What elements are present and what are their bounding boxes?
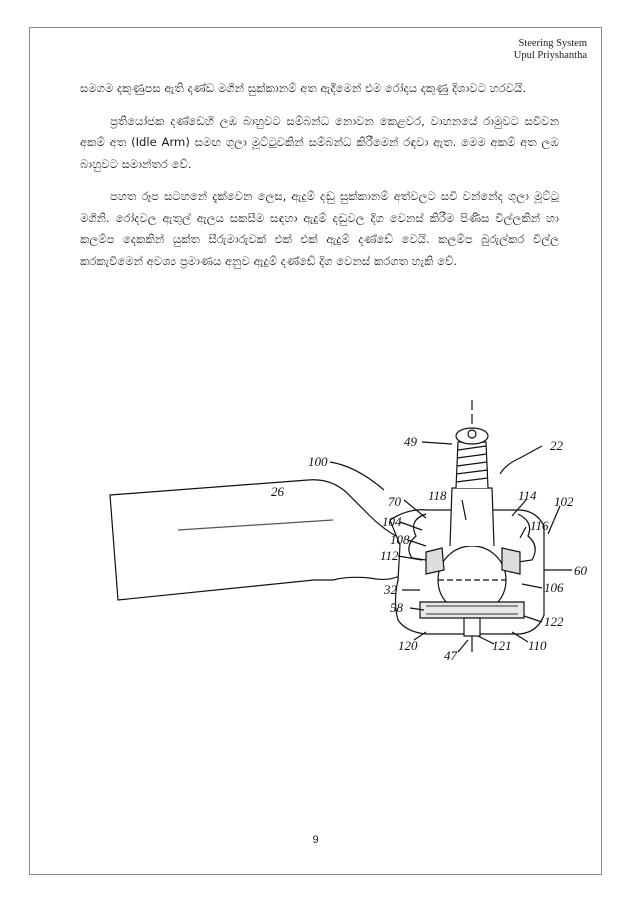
label-108: 108 bbox=[390, 532, 410, 547]
paragraph: පහත රූප සටහනේ දැක්වෙන ලෙස, ඇදුම් දඬු සුක්කානම් අත්වලට සවි වන්නේද ගුලා මූට්ටු මගිනි. රෝදවල ඇතුල් ඇලය සකසීම සඳහා ඇදුම් දඬුවල දිග වෙනස් කිරීම පිණිස විල්ලකින් හා කලම්ප දෙකකින් යුක්ත සීරුමාරුවක් එක් එක් ඇදුම් දණ්ඩේ වෙයි. කලම්ප බුරුල්කර විල්ල කරකැවීමෙන් අවශ්‍ය ප්‍රමාණය අනුව ඇදුම් දණ්ඩේ දිග වෙනස් කරගත හැකි වේ. bbox=[80, 189, 559, 268]
label-70: 70 bbox=[388, 494, 401, 509]
document-page bbox=[29, 27, 602, 875]
grease-plug bbox=[464, 618, 480, 636]
label-112: 112 bbox=[380, 548, 399, 563]
label-120: 120 bbox=[398, 638, 418, 653]
header-author: Upul Priyshantha bbox=[513, 50, 587, 61]
running-header bbox=[514, 38, 587, 62]
label-116: 116 bbox=[530, 518, 549, 533]
label-122: 122 bbox=[544, 614, 564, 629]
label-102: 102 bbox=[554, 494, 574, 509]
label-47: 47 bbox=[444, 648, 457, 663]
bearing-left bbox=[426, 548, 444, 574]
label-104: 104 bbox=[382, 514, 402, 529]
header-title: Steering System bbox=[518, 38, 587, 49]
paragraph: ප්‍රතියෝජක දණ්ඩෙහි ලඹ බාහුවට සම්බන්ධ නොවන කෙළවර, වාහනයේ රාමුවට සවිවන අකම් අත (Idle Arm) සමඟ ගුලා මූට්ටුවකින් සම්බන්ධ කිරීමෙන් රඳවා ඇත. මෙම අකම් අත ලඹ බාහුවට සමාන්තර වේ. bbox=[80, 113, 559, 171]
bearing-right bbox=[502, 548, 520, 574]
tie-rod-end-figure bbox=[108, 370, 587, 680]
label-60: 60 bbox=[574, 563, 587, 578]
label-114: 114 bbox=[518, 488, 537, 503]
label-100: 100 bbox=[308, 454, 328, 469]
label-110: 110 bbox=[528, 638, 547, 653]
label-22: 22 bbox=[550, 438, 563, 453]
label-26: 26 bbox=[271, 484, 284, 499]
paragraph: සමගම දකුණුපස ඇති දණ්ඩ මගින් සුක්කානම් අත ඇදීමෙන් එම රෝදය දකුණු දිශාවට හරවයි. bbox=[80, 81, 527, 95]
tie-rod-end-drawing bbox=[108, 370, 587, 680]
label-118: 118 bbox=[428, 488, 447, 503]
stud bbox=[450, 488, 494, 546]
label-32: 32 bbox=[384, 582, 397, 597]
label-49: 49 bbox=[404, 434, 417, 449]
body-text bbox=[80, 78, 559, 283]
page-number: 9 bbox=[312, 834, 319, 846]
tie-rod-arm bbox=[110, 480, 402, 600]
label-106: 106 bbox=[544, 580, 564, 595]
label-121: 121 bbox=[492, 638, 512, 653]
label-58: 58 bbox=[390, 600, 403, 615]
bottom-seat bbox=[420, 602, 524, 618]
